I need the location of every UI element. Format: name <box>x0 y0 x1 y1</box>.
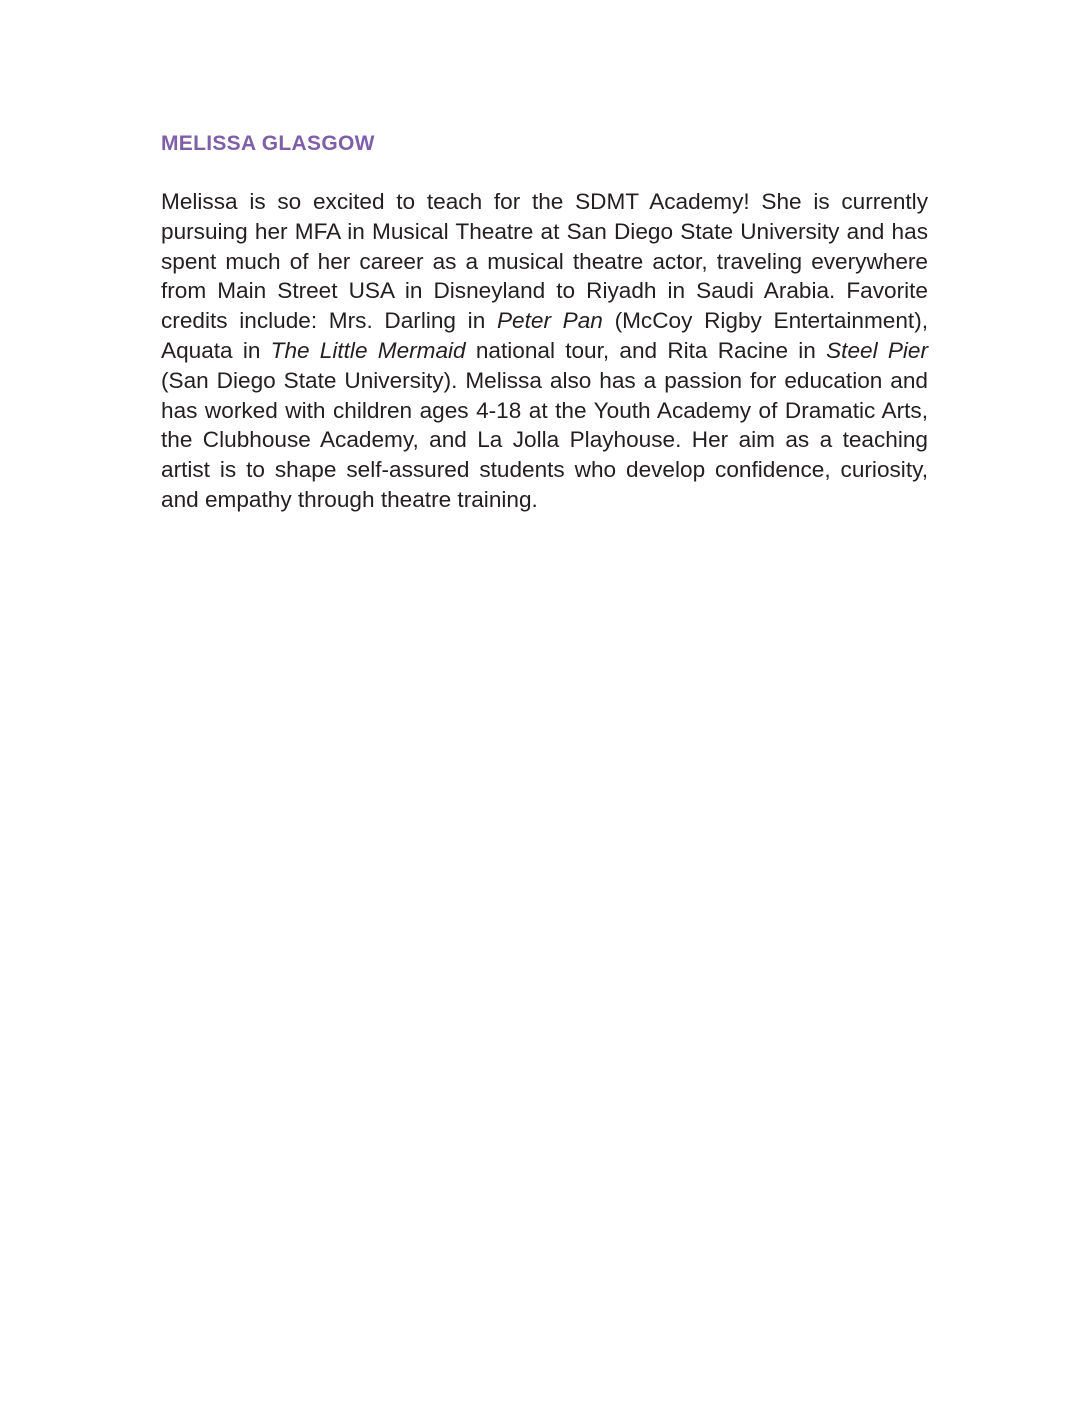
bio-text-run: (San Diego State University). Melissa also has a passion for education and has worked with children ages 4-18 at the Youth Academy of Dramatic Arts, the Clubhouse Academy, and La Jolla Playhouse. Her aim as a teaching artist is to shape self-assured students who develop confidence, curiosity, and empathy through theatre training. <box>161 367 928 512</box>
show-title-little-mermaid: The Little Mermaid <box>270 337 466 363</box>
bio-text-run: (McCoy Rigby Entertainment), Aquata in <box>161 308 928 363</box>
bio-text-run: Melissa is so excited to teach for the SDMT Academy! She is currently pursuing her MFA in Musical Theatre at San Diego State University and has spent much of her career as a musical theatre actor, traveling everywhere from Main Street USA in Disneyland to Riyadh in Saudi Arabia. Favorite credits include: Mrs. Darling in <box>161 189 928 334</box>
bio-text-run: national tour, and Rita Racine in <box>465 337 827 363</box>
bio-paragraph <box>161 187 928 515</box>
bio-section <box>161 130 928 515</box>
show-title-peter-pan: Peter Pan <box>496 308 603 334</box>
bio-name-heading: MELISSA GLASGOW <box>161 132 375 155</box>
show-title-steel-pier: Steel Pier <box>826 337 928 363</box>
